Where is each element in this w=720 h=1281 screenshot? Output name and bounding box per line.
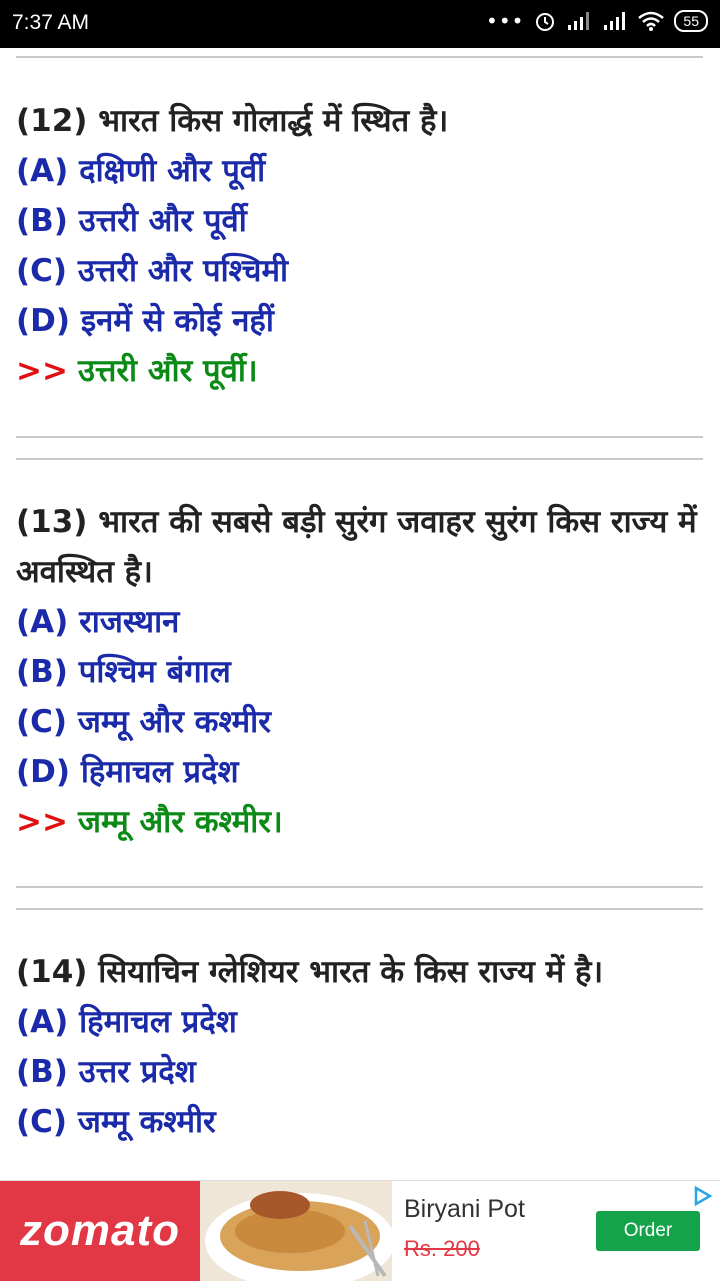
question-card-12 xyxy=(16,96,706,396)
question-card-14 xyxy=(16,947,706,1147)
question-text: (13) भारत की सबसे बड़ी सुरंग जवाहर सुरंग किस राज्य में अवस्थित है। xyxy=(16,504,697,590)
question-text: (14) सियाचिन ग्लेशियर भारत के किस राज्य में है। xyxy=(16,954,604,990)
battery-indicator: 55 xyxy=(674,10,708,32)
wifi-icon xyxy=(638,11,664,31)
question-text: (12) भारत किस गोलार्द्ध में स्थित है। xyxy=(16,103,449,139)
signal-icon-2 xyxy=(602,11,628,31)
ad-choices-icon[interactable] xyxy=(692,1185,714,1207)
option-c: (C) जम्मू और कश्मीर xyxy=(16,704,271,740)
quiz-content[interactable] xyxy=(0,48,720,1180)
option-d: (D) हिमाचल प्रदेश xyxy=(16,754,239,790)
answer-arrow: >> xyxy=(16,353,68,389)
signal-icon-1 xyxy=(566,11,592,31)
alarm-icon xyxy=(534,10,556,32)
answer-arrow: >> xyxy=(16,804,68,840)
ad-brand-logo[interactable]: zomato xyxy=(0,1181,200,1281)
answer-line xyxy=(16,797,706,847)
option-b: (B) पश्चिम बंगाल xyxy=(16,654,231,690)
question-card-13 xyxy=(16,497,706,847)
option-a: (A) राजस्थान xyxy=(16,604,180,640)
ad-price: Rs. 200 xyxy=(404,1236,480,1261)
answer-text: जम्मू और कश्मीर। xyxy=(77,804,283,840)
option-c: (C) जम्मू कश्मीर xyxy=(16,1104,216,1140)
divider xyxy=(16,56,703,58)
status-icons xyxy=(486,9,708,33)
divider xyxy=(16,886,703,888)
ad-title: Biryani Pot xyxy=(404,1195,525,1223)
answer-text: उत्तरी और पूर्वी। xyxy=(77,353,258,389)
divider xyxy=(16,436,703,438)
option-b: (B) उत्तर प्रदेश xyxy=(16,1054,196,1090)
more-dots-icon: ••• xyxy=(486,9,525,33)
option-c: (C) उत्तरी और पश्चिमी xyxy=(16,253,289,289)
status-bar xyxy=(0,0,720,48)
divider xyxy=(16,458,703,460)
option-d: (D) इनमें से कोई नहीं xyxy=(16,303,274,339)
option-a: (A) हिमाचल प्रदेश xyxy=(16,1004,237,1040)
answer-line xyxy=(16,346,706,396)
order-button[interactable]: Order xyxy=(596,1211,700,1251)
ad-food-image[interactable] xyxy=(200,1181,392,1281)
option-a: (A) दक्षिणी और पूर्वी xyxy=(16,153,266,189)
status-time: 7:37 AM xyxy=(12,11,90,34)
divider xyxy=(16,908,703,910)
ad-banner[interactable] xyxy=(0,1180,720,1281)
option-b: (B) उत्तरी और पूर्वी xyxy=(16,203,247,239)
